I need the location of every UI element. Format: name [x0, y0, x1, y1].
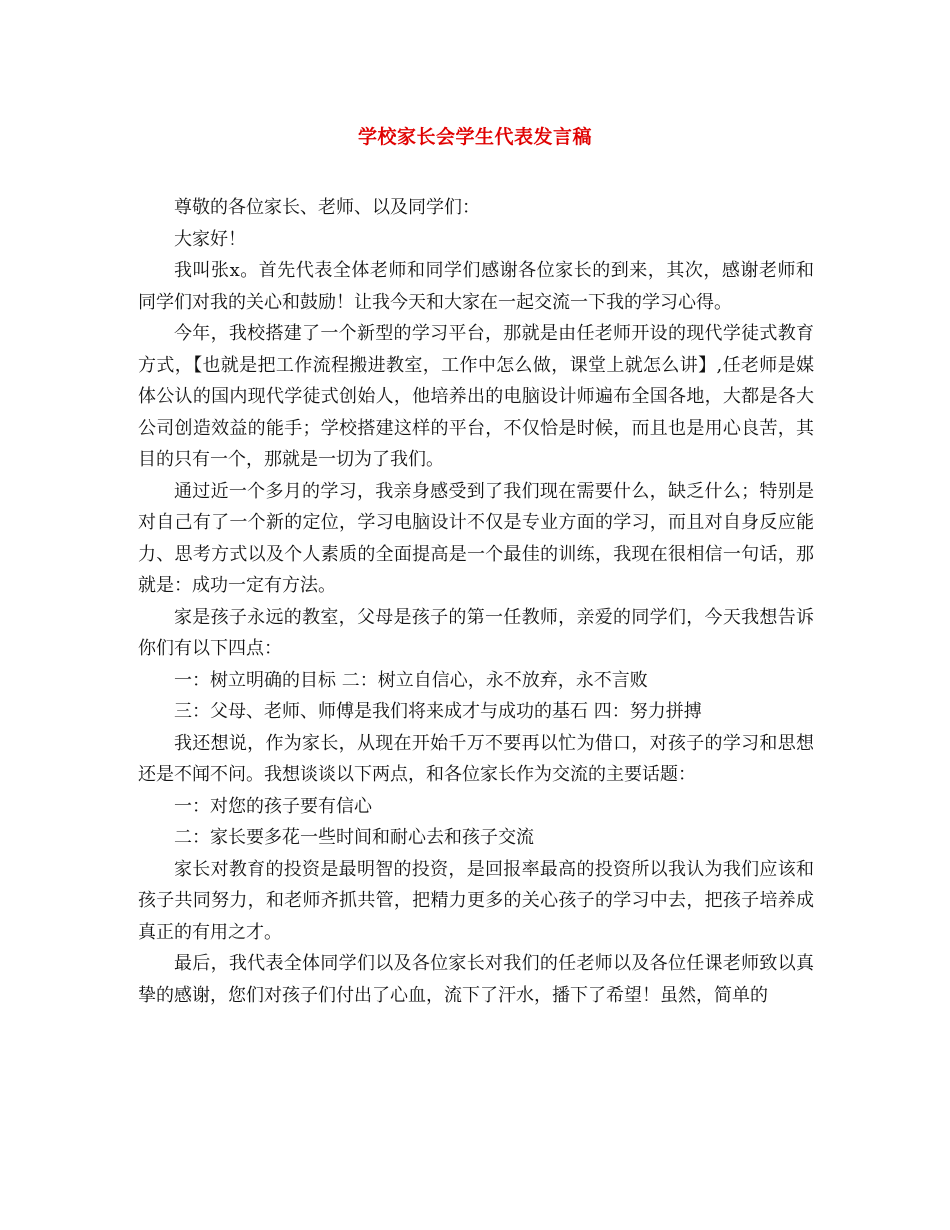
paragraph-points-3-4: 三：父母、老师、师傅是我们将来成才与成功的基石 四：努力拼搏 — [174, 701, 702, 722]
paragraph-points-1-2: 一：树立明确的目标 二：树立自信心，永不放弃，永不言败 — [174, 669, 648, 691]
paragraph-experience: 通过近一个多月的学习，我亲身感受到了我们现在需要什么，缺乏什么；特别是对自己有了一个新的定位，学习电脑设计不仅是专业方面的学习，而且对自身反应能力、思考方式以及个人素质的全面提高是一个最佳的训练，我现在很相信一句话，那就是：成功一定有方法。 — [138, 480, 814, 596]
paragraph-investment: 家长对教育的投资是最明智的投资，是回报率最高的投资所以我认为我们应该和孩子共同努力，和老师齐抓共管，把精力更多的关心孩子的学习中去，把孩子培养成真正的有用之才。 — [138, 858, 814, 943]
paragraph-parents: 我还想说，作为家长，从现在开始千万不要再以忙为借口，对孩子的学习和思想还是不闻不问。我想谈谈以下两点，和各位家长作为交流的主要话题： — [138, 732, 814, 785]
paragraph-topic-1: 一：对您的孩子要有信心 — [174, 795, 372, 817]
paragraph-topic-2: 二：家长要多花一些时间和耐心去和孩子交流 — [174, 827, 534, 848]
document-body — [138, 192, 814, 1011]
paragraph-closing: 最后，我代表全体同学们以及各位家长对我们的任老师以及各位任课老师致以真挚的感谢，您们对孩子们付出了心血，流下了汗水，播下了希望！虽然，简单的 — [138, 953, 814, 1006]
document-title: 学校家长会学生代表发言稿 — [357, 126, 592, 148]
paragraph-platform: 今年，我校搭建了一个新型的学习平台，那就是由任老师开设的现代学徒式教育方式，【也就是把工作流程搬进教室，工作中怎么做，课堂上就怎么讲】,任老师是媒体公认的国内现代学徒式创始人，他培养出的电脑设计师遍布全国各地，大都是各大公司创造效益的能手；学校搭建这样的平台，不仅恰是时候，而且也是用心良苦，其目的只有一个，那就是一切为了我们。 — [138, 323, 814, 470]
paragraph-home-classroom: 家是孩子永远的教室，父母是孩子的第一任教师，亲爱的同学们，今天我想告诉你们有以下四点： — [138, 606, 814, 659]
paragraph-salutation: 尊敬的各位家长、老师、以及同学们： — [174, 197, 480, 218]
paragraph-greeting: 大家好！ — [174, 228, 246, 250]
paragraph-introduction: 我叫张x。首先代表全体老师和同学们感谢各位家长的到来，其次，感谢老师和同学们对我的关心和鼓励！让我今天和大家在一起交流一下我的学习心得。 — [138, 260, 814, 313]
